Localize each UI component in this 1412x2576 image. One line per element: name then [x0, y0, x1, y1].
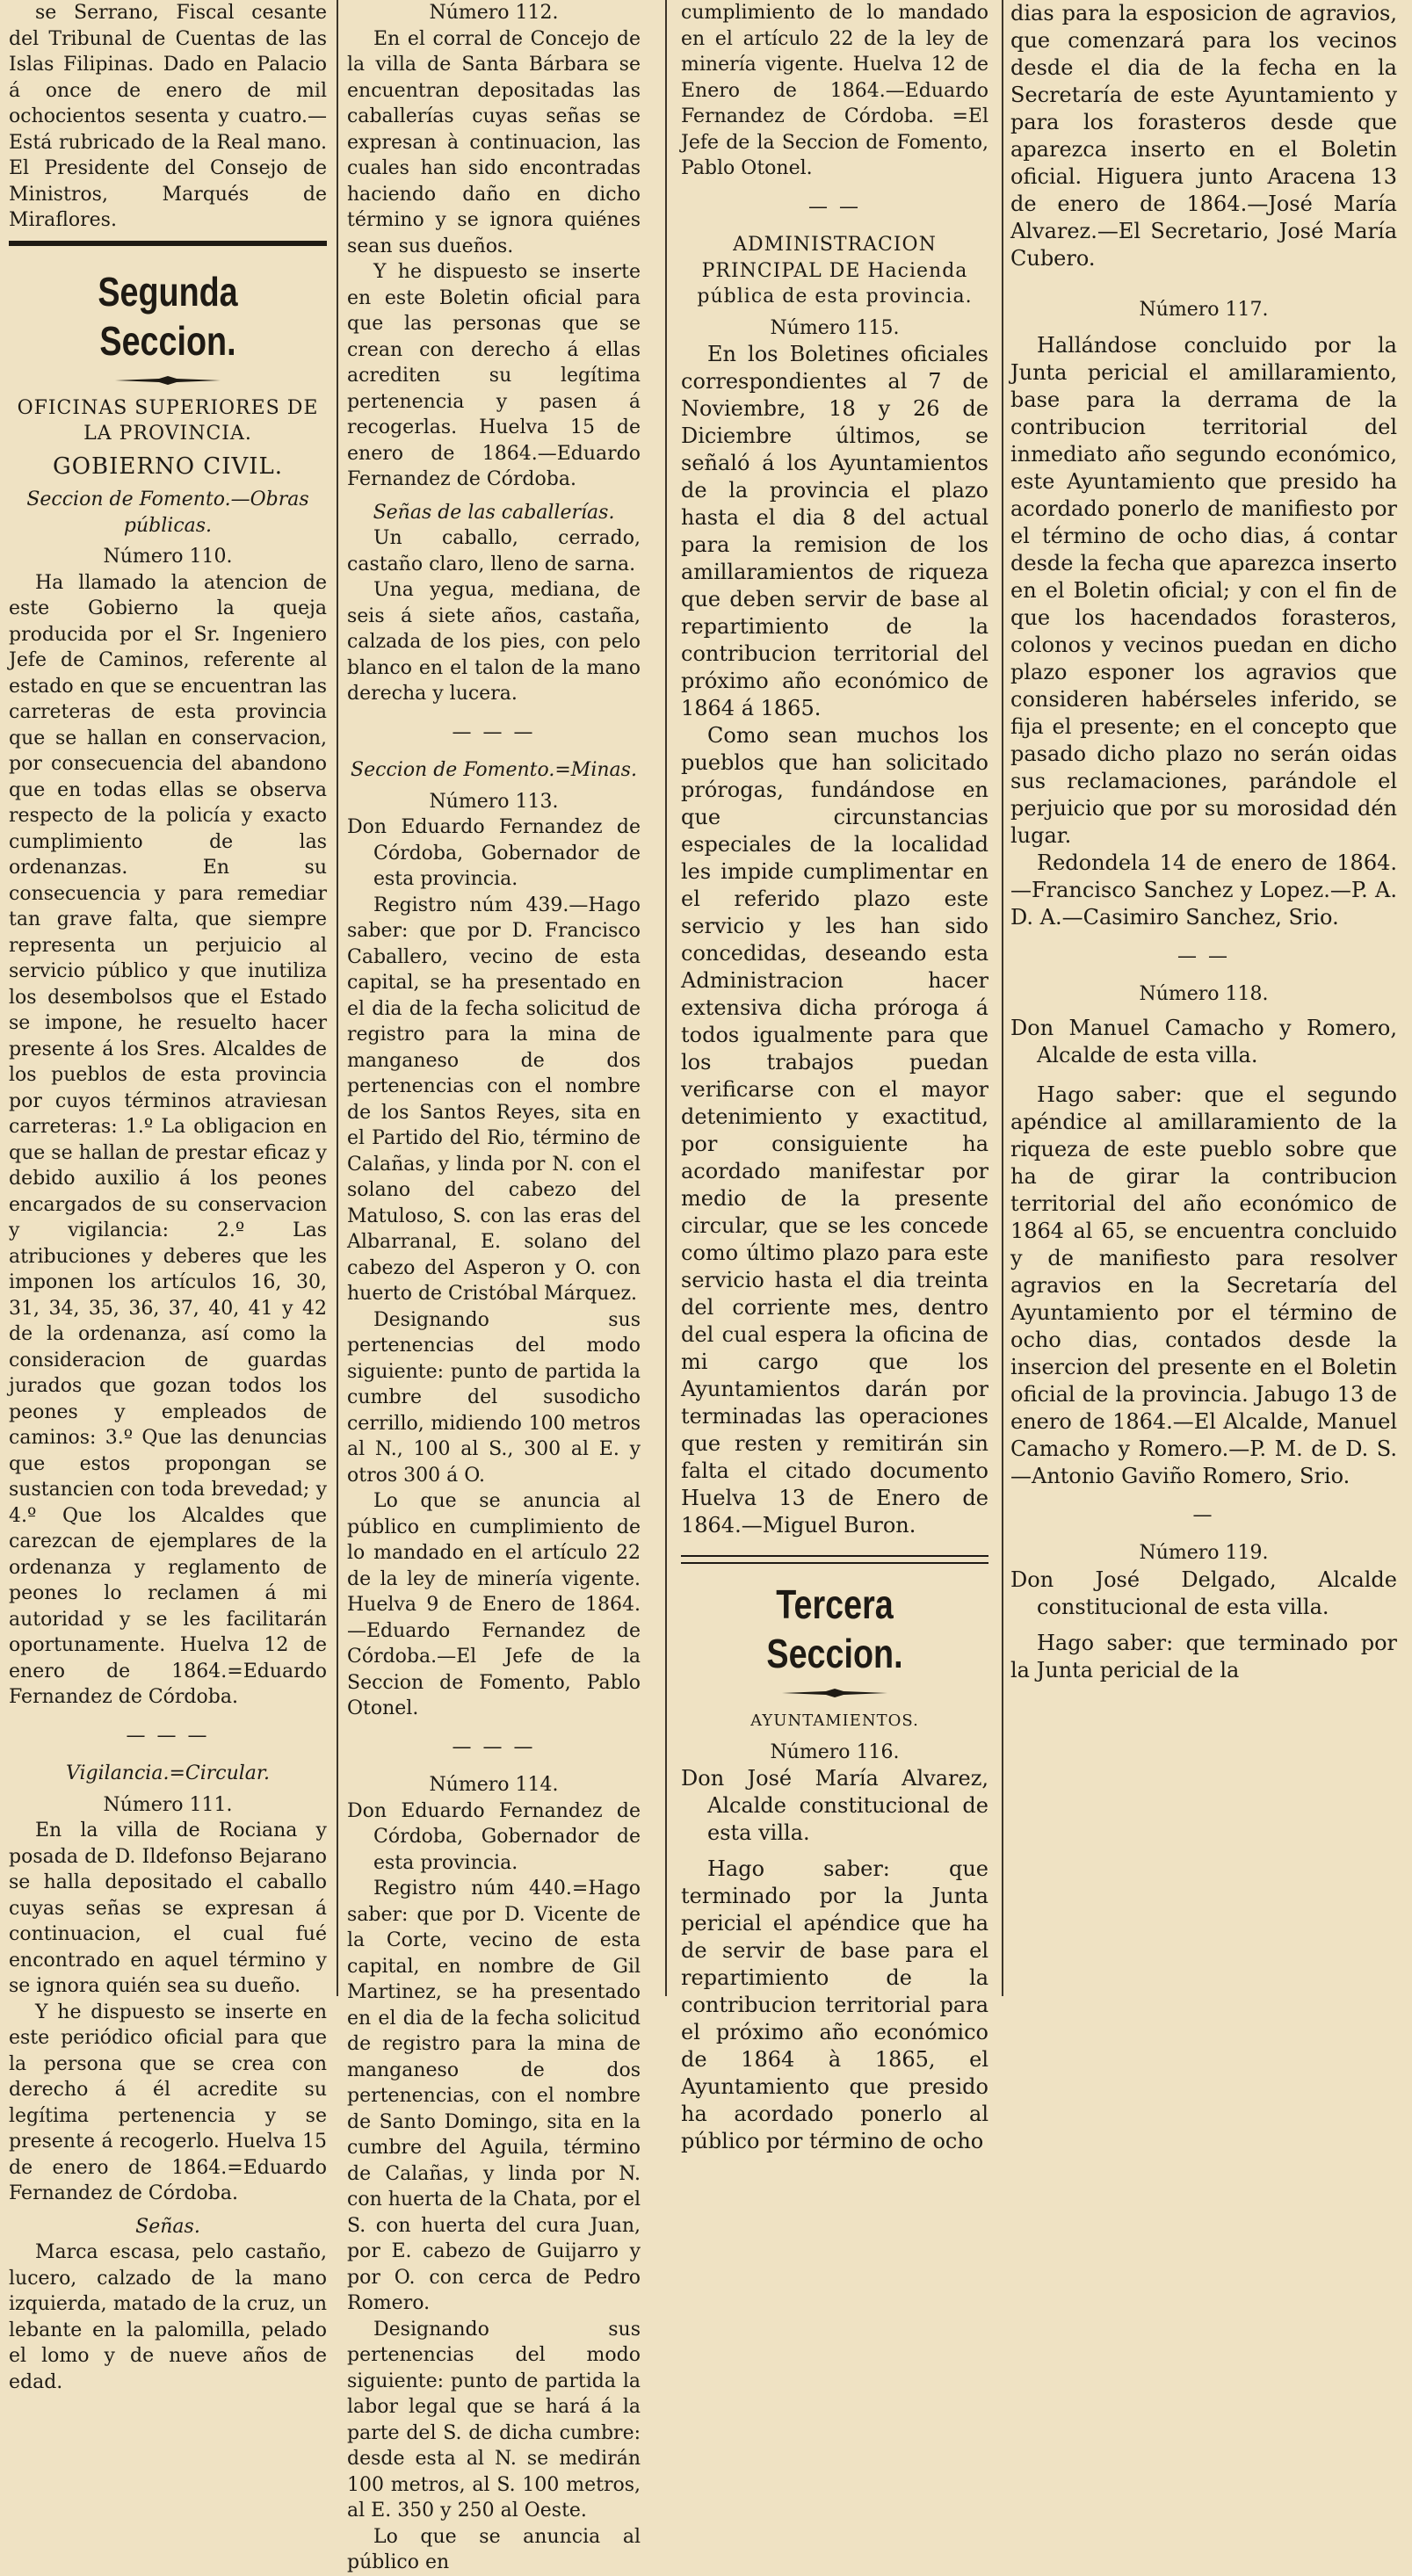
- column-3: [681, 0, 988, 2153]
- separator: — —: [1177, 944, 1230, 967]
- notice-112-text: En el corral de Concejo de la villa de Santa Bárbara se encuentran depositadas las caballerías cuyas señas se expresan à continuacion, las cuales han sido encontradas haciendo daño en dicho término y se ignora quiénes sean sus dueños.: [347, 27, 641, 257]
- subsection-vigilancia: Vigilancia.=Circular.: [66, 1762, 270, 1784]
- offices-heading: OFICINAS SUPERIORES DE LA PROVINCIA.: [17, 396, 319, 445]
- ornament-rule: [115, 374, 221, 387]
- notice-115-text: Como sean muchos los pueblos que han solicitado prórogas, fundándose en que circunstancias especiales de la localidad les impide cumplimentar en el referido plazo este servicio y les han sido concedidas, deseando esta Administracion hacer extensiva dicha prórogа á todos igualmente para que los trabajos puedan verificarse con el mayor detenimiento y exactitud, por consiguiente ha acordado manifestar por medio de la presente circular, que se les concede como último plazo para este servicio hasta el dia treinta del corriente mes, dentro del cual espera la oficina de mi cargo que los Ayuntamientos darán por terminadas las operaciones que resten y remitirán sin falta el citado documento Huelva 13 de Enero de 1864.—Miguel Buron.: [681, 723, 988, 1538]
- admin-heading: ADMINISTRACION PRINCIPAL DE Hacienda pública de esta provincia.: [697, 234, 973, 308]
- separator: — —: [808, 195, 861, 218]
- notice-117-text: Hallándose concluido por la Junta pericial el amillaramiento, base para la derrama de la contribucion territorial del inmediato año segundo económico, este Ayuntamiento que presido ha acordado ponerlo de manifiesto por el término de ocho dias, á contar desde la fecha que aparezca inserto en el Boletin oficial; y con el fin de que los hacendados forasteros, colonos y vecinos puedan en dicho plazo esponer los agravios que consideren habérseles inferido, se fija el presente; en el concepto que pasado dicho plazo no serán oidas sus reclamaciones, parándole el perjuicio que por su morosidad dén lugar.: [1010, 332, 1397, 848]
- notice-number-116: Número 116.: [770, 1740, 900, 1763]
- notice-111-text: En la villa de Rociana y posada de D. Ildefonso Bejarano se halla depositado el caballo cuyas señas se expresan á continuacion, el cual fué encontrado en aquel término y se ignora quién sea su dueño.: [9, 1820, 327, 1997]
- section-divider: [681, 1555, 988, 1564]
- notice-118-text: Hago saber: que el segundo apéndice al amillaramiento de la riqueza de este pueblo sobre que ha de girar la contribucion territorial del año económico de 1864 al 65, se encuentra concluido y de manifiesto para resolver agravios en la Secretaría del Ayuntamiento por el término de ocho dias, contados desde la insercion del presente en el Boletin oficial de la provincia. Jabugo 13 de enero de 1864.—El Alcalde, Manuel Camacho y Romero.—P. M. de D. S.—Antonio Gaviño Romero, Srio.: [1010, 1082, 1397, 1488]
- notice-110-text: Ha llamado la atencion de este Gobierno la queja producida por el Sr. Ingeniero Jefe de Caminos, referente al estado en que se encuentran las carreteras de esta provincia que se hallan en conservacion, por consecuencia del abandono que en todas ellas se observa respecto de la policía y exacto cumplimiento de las ordenanzas. En su consecuencia y para remediar tan grave falta, que siempre representa un perjuicio al servicio público y que inutiliza los desembolsos que el Estado se impone, he resuelto hacer presente á los Sres. Alcaldes de los pueblos de esta provincia por cuyos términos atraviesan carreteras: 1.º La obligacion en que se hallan de prestar eficaz y debido auxilio á los peones encargados de su conservacion y vigilancia: 2.º Las atribuciones y deberes que les imponen los artículos 16, 30, 31, 34, 35, 36, 37, 40, 41 y 42 de la ordenanza, así como la consideracion de guardas jurados que gozan todos los peones y empleados de caminos: 3.º Que las denuncias que estos propongan se sustancien con toda brevedad; y 4.º Que los Alcaldes que carezcan de ejemplares de la ordenanza y reglamento de peones lo reclamen á mi autoridad y se les facilitarán oportunamente. Huelva 12 de enero de 1864.=Eduardo Fernandez de Córdoba.: [9, 571, 327, 1708]
- notice-number-113: Número 113.: [429, 790, 559, 813]
- notice-114-header: Don Eduardo Fernandez de Córdoba, Gobernador de esta provincia.: [347, 1799, 641, 1874]
- separator: — — —: [126, 1724, 210, 1747]
- notice-112-description: Una yegua, mediana, de seis á siete años, castaña, calzada de los pies, con pelo blanco en el talon de la mano derecha y lucera.: [347, 579, 641, 705]
- notice-number-115: Número 115.: [770, 316, 900, 339]
- separator: —: [1192, 1503, 1215, 1526]
- section-title-segunda: Segunda Seccion.: [98, 268, 238, 364]
- notice-number-118: Número 118.: [1139, 983, 1269, 1005]
- column-rule: [337, 0, 338, 1996]
- separator: — — —: [452, 720, 536, 743]
- ornament-rule: [782, 1687, 887, 1699]
- subsection-minas: Seccion de Fomento.=Minas.: [351, 759, 637, 781]
- senas-heading: Señas.: [135, 2215, 200, 2238]
- notice-116-text: Hago saber: que terminado por la Junta pericial el apéndice que ha de servir de base para el repartimiento de la contribucion territorial para el próximo año económico de 1864 à 1865, el Ayuntamiento que presido ha acordado ponerlo al público por término de ocho: [681, 1856, 988, 2153]
- notice-number-119: Número 119.: [1139, 1542, 1269, 1564]
- column-2: [347, 0, 641, 2573]
- notice-115-text: En los Boletines oficiales correspondientes al 7 de Noviembre, 18 y 26 de Diciembre últimos, se señaló á los Ayuntamientos de la provincia el plazo hasta el dia 8 del actual para la remision de los amillaramientos de riqueza que deben servir de base al repartimiento de la contribucion territorial del próximo año económico de 1864 á 1865.: [681, 342, 988, 720]
- notice-number-117: Número 117.: [1139, 299, 1269, 321]
- notice-114-text: Lo que se anuncia al público en: [347, 2525, 641, 2573]
- notice-113-text: Designando sus pertenencias del modo siguiente: punto de partida la cumbre del susodicho cerrillo, midiendo 100 metros al N., 100 al S., 300 al E. y otros 300 á O.: [347, 1308, 641, 1487]
- notice-114-text: Registro núm 440.=Hago saber: que por D. Vicente de la Corte, vecino de esta capital, en nombre de Gil Martinez, se ha presentado en el dia de la fecha solicitud de registro para la mina de manganeso de dos pertenencias, con el nombre de Santo Domingo, sita en la cumbre del Aguila, término de Calañas, y linda por N. con huerta de la Chata, por el S. con huerta del cura Juan, por E. cabezo de Guijarro y por O. con cerca de Pedro Romero.: [347, 1878, 641, 2314]
- subsection-obras: Seccion de Fomento.—Obras públicas.: [26, 488, 309, 537]
- senas-caballerias-heading: Señas de las caballerías.: [373, 501, 615, 524]
- column-4: [1010, 0, 1397, 1996]
- column-rule: [665, 0, 667, 1996]
- notice-112-text: Y he dispuesto se inserte en este Boletin oficial para que las personas que se crean con derecho á ellas acrediten su legítima pertenencia y pasen á recogerlas. Huelva 15 de enero de 1864.—Eduardo Fernandez de Córdoba.: [347, 261, 641, 490]
- notice-111-description: Marca escasa, pelo castaño, lucero, calzado de la mano izquierda, matado de la cruz, un lebante en la palomilla, pelado el lomo y de nueve años de edad.: [9, 2241, 327, 2393]
- notice-114-continued: cumplimiento de lo mandado en el artículo 22 de la ley de minería vigente. Huelva 12 de Enero de 1864.—Eduardo Fernandez de Córdoba. =El Jefe de la Seccion de Fomento, Pablo Otonel.: [681, 2, 988, 179]
- notice-113-text: Registro núm 439.—Hago saber: que por D. Francisco Caballero, vecino de esta capital, se ha presentado en el dia de la fecha solicitud de registro para la mina de manganeso de dos pertenencias con el nombre de los Santos Reyes, sita en el Partido del Rio, término de Calañas, y linda por N. con el solano del cabezo del Matuloso, S. con las eras del Albarranal, E. solano del cabezo del Asperon y O. con huerto de Cristóbal Márquez.: [347, 894, 641, 1305]
- notice-number-111: Número 111.: [103, 1793, 233, 1816]
- notice-119-text: Hago saber: que terminado por la Junta pericial de la: [1010, 1630, 1397, 1682]
- notice-118-header: Don Manuel Camacho y Romero, Alcalde de esta villa.: [1010, 1015, 1397, 1067]
- column-1: [9, 0, 327, 2393]
- column-rule: [1002, 0, 1003, 1996]
- notice-113-header: Don Eduardo Fernandez de Córdoba, Gobernador de esta provincia.: [347, 816, 641, 890]
- notice-117-signature: Redondela 14 de enero de 1864.—Francisco Sanchez y Lopez.—P. A. D. A.—Casimiro Sanchez, Srio.: [1010, 850, 1397, 930]
- decree-ending: se Serrano, Fiscal cesante del Tribunal de Cuentas de las Islas Filipinas. Dado en Palacio á once de enero de mil ochocientos sesenta y cuatro.—Está rubricado de la Real mano. El Presidente del Consejo de Ministros, Marqués de Miraflores.: [9, 2, 327, 231]
- section-title-tercera: Tercera Seccion.: [766, 1581, 903, 1676]
- notice-113-text: Lo que se anuncia al público en cumplimiento de lo mandado en el artículo 22 de la ley de minería vigente. Huelva 9 de Enero de 1864.—Eduardo Fernandez de Córdoba.—El Jefe de la Seccion de Fomento, Pablo Otonel.: [347, 1490, 641, 1719]
- notice-number-110: Número 110.: [103, 546, 233, 568]
- notice-number-112: Número 112.: [429, 2, 559, 24]
- notice-111-text: Y he dispuesto se inserte en este periódico oficial para que la persona que se crea con derecho á él acredite su legítima pertenencia y se presente á recogerlo. Huelva 15 de enero de 1864.=Eduardo Fernandez de Córdoba.: [9, 2001, 327, 2204]
- notice-114-text: Designando sus pertenencias del modo siguiente: punto de partida la labor legal que se hará á la parte del S. de dicha cumbre: desde esta al N. se medirán 100 metros, al S. 100 metros, al E. 350 y 250 al Oeste.: [347, 2318, 641, 2522]
- notice-number-114: Número 114.: [429, 1774, 559, 1796]
- gobierno-heading: GOBIERNO CIVIL.: [52, 452, 284, 480]
- notice-112-description: Un caballo, cerrado, castaño claro, lleno de sarna.: [347, 527, 641, 575]
- section-divider: [9, 241, 327, 246]
- notice-116-header: Don José María Alvarez, Alcalde constitucional de esta villa.: [681, 1766, 988, 1845]
- notice-116-continued: dias para la esposicion de agravios, que comenzará para los vecinos desde el dia de la fecha en la Secretaría de este Ayuntamiento y para los forasteros desde que aparezca inserto en el Boletin oficial. Higuera junto Aracena 13 de enero de 1864.—José María Alvarez.—El Secretario, José María Cubero.: [1010, 1, 1397, 271]
- separator: — — —: [452, 1735, 536, 1758]
- ayuntamientos-heading: AYUNTAMIENTOS.: [750, 1711, 919, 1730]
- notice-119-header: Don José Delgado, Alcalde constitucional de esta villa.: [1010, 1567, 1397, 1619]
